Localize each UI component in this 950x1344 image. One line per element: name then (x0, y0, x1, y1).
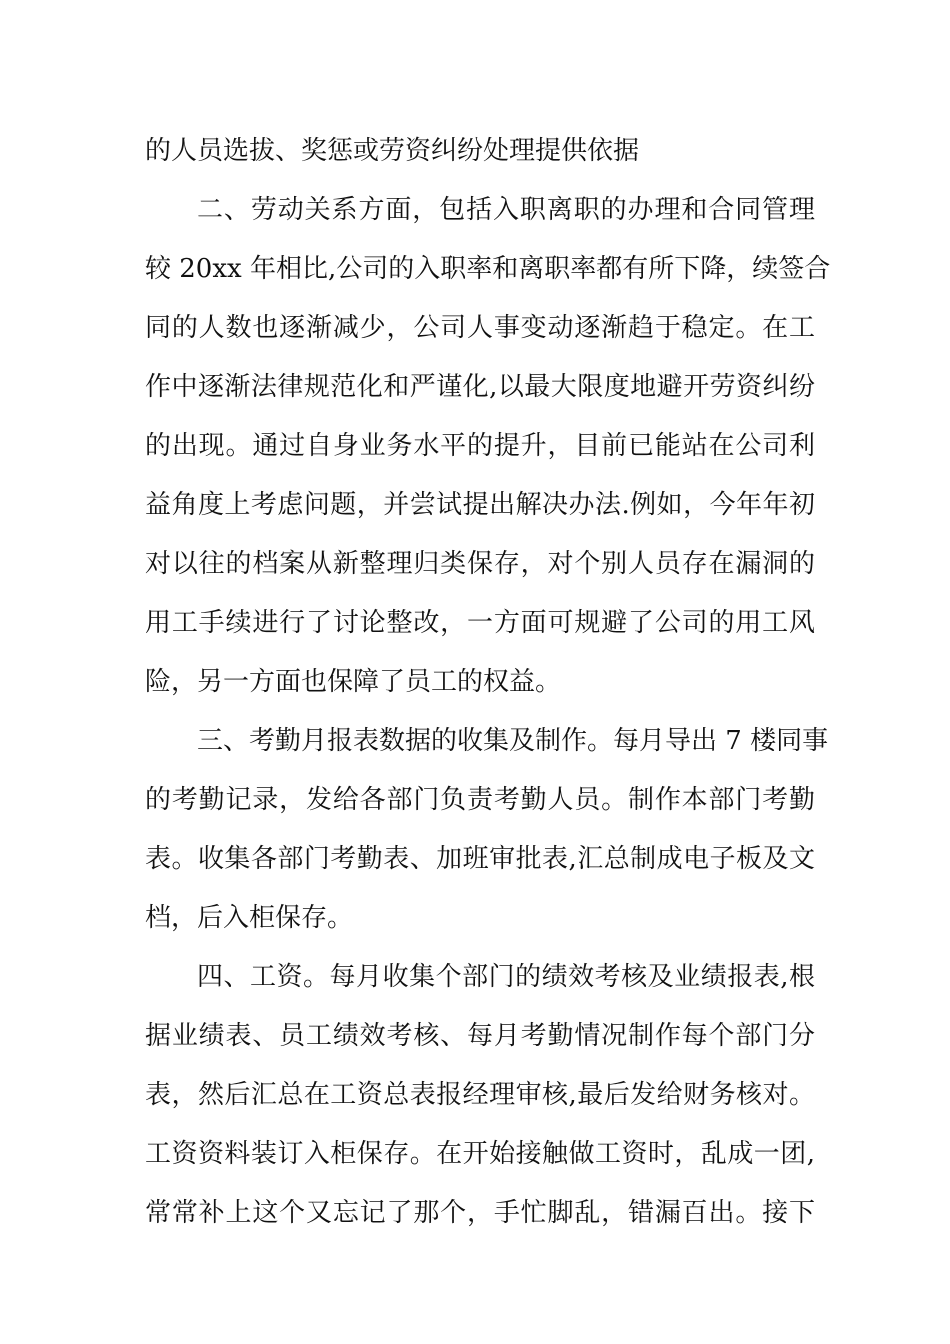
text-line: 作中逐渐法律规范化和严谨化,以最大限度地避开劳资纠纷 (145, 372, 815, 402)
text-line: 用工手续进行了讨论整改，一方面可规避了公司的用工风 (145, 608, 815, 638)
text-line: 档，后入柜保存。 (145, 903, 354, 933)
text-line: 表。收集各部门考勤表、加班审批表,汇总制成电子板及文 (145, 844, 815, 874)
text-line: 的人员选拔、奖惩或劳资纠纷处理提供依据 (145, 136, 640, 166)
text-line: 险，另一方面也保障了员工的权益。 (145, 667, 562, 697)
text-line: 常常补上这个又忘记了那个，手忙脚乱，错漏百出。接下 (145, 1198, 815, 1228)
text-line: 较 20xx 年相比,公司的入职率和离职率都有所下降，续签合 (145, 254, 831, 284)
text-line: 四、工资。每月收集个部门的绩效考核及业绩报表,根 (197, 962, 815, 992)
text-line: 据业绩表、员工绩效考核、每月考勤情况制作每个部门分 (145, 1021, 815, 1051)
text-line: 益角度上考虑问题，并尝试提出解决办法.例如，今年年初 (145, 490, 815, 520)
text-line: 的出现。通过自身业务水平的提升，目前已能站在公司利 (145, 431, 815, 461)
text-line: 同的人数也逐渐减少，公司人事变动逐渐趋于稳定。在工 (145, 313, 815, 343)
text-line: 表，然后汇总在工资总表报经理审核,最后发给财务核对。 (145, 1080, 815, 1110)
text-line: 的考勤记录，发给各部门负责考勤人员。制作本部门考勤 (145, 785, 815, 815)
text-line: 对以往的档案从新整理归类保存，对个别人员存在漏洞的 (145, 549, 815, 579)
text-line: 二、劳动关系方面，包括入职离职的办理和合同管理 (197, 195, 815, 225)
text-line: 工资资料装订入柜保存。在开始接触做工资时，乱成一团, (145, 1139, 815, 1169)
text-line: 三、考勤月报表数据的收集及制作。每月导出 7 楼同事 (197, 726, 829, 756)
